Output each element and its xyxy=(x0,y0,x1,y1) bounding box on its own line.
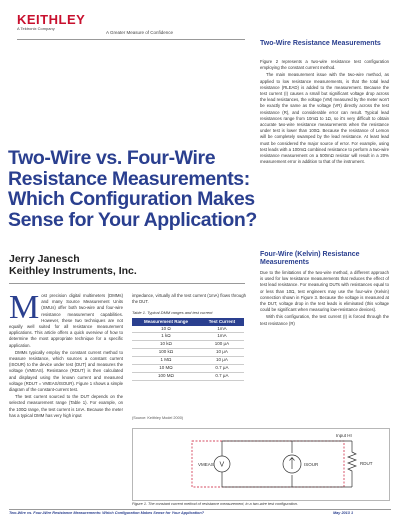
brand-subtitle: A Tektronix Company xyxy=(17,26,55,31)
current-cell: 1mA xyxy=(200,326,244,333)
figure-1-circuit-diagram xyxy=(132,428,390,501)
section-heading-two-wire: Two-Wire Resistance Measurements xyxy=(260,40,381,47)
column-3-section-1 xyxy=(260,59,389,166)
title-line: Which Configuration Makes xyxy=(8,188,255,210)
table-header: Test Current xyxy=(200,318,244,326)
section-heading-four-wire: Four-Wire (Kelvin) Resistance Measurements xyxy=(260,251,360,266)
column-2-intro: impedance, virtually all the test current (1mA) flows through the DUT. xyxy=(132,293,246,305)
slogan: A Greater Measure of Confidence xyxy=(106,30,174,35)
footer-title: Two-Wire vs. Four-Wire Resistance Measurements: Which Configuration Makes Sense for Your Application? xyxy=(9,511,205,515)
current-cell: 100 μA xyxy=(200,341,244,349)
table-row xyxy=(132,357,244,365)
paragraph: Figure 2 represents a two-wire resistance test configuration employing the constant current method. xyxy=(260,59,389,71)
figure-frame xyxy=(133,429,390,501)
paragraph: DMMs typically employ the constant current method to measure resistance, which sources a constant current (ISOUR) to the device under test (DUT) and measures the voltage (VMEAS). Resistance (RDUT) is then calculated and displayed using the known current and measured voltage (RDUT = VMEAS/ISOUR). Figure 1 shows a simple diagram of the constant-current test. xyxy=(9,349,123,393)
range-cell: 100 MΩ xyxy=(132,372,200,380)
author-block xyxy=(9,253,137,277)
author-org: Keithley Instruments, Inc. xyxy=(9,265,137,277)
current-cell: 10 μA xyxy=(200,357,244,365)
column-3-section-2 xyxy=(260,270,389,328)
current-cell: 0.7 μA xyxy=(200,372,244,380)
title-line: Resistance Measurements: xyxy=(8,167,250,190)
author-name: Jerry Janesch xyxy=(9,253,80,265)
table-row xyxy=(132,326,244,333)
brand-logo: KEITHLEY xyxy=(17,12,86,27)
range-cell: 10 Ω xyxy=(132,326,200,333)
rdut-label: RDUT xyxy=(360,461,373,466)
range-cell: 100 kΩ xyxy=(132,349,200,357)
range-cell: 1 kΩ xyxy=(132,333,200,341)
title-line: Two-Wire vs. Four-Wire xyxy=(8,147,216,169)
current-cell: 0.7 μA xyxy=(200,365,244,373)
title-line: Sense for Your Application? xyxy=(8,208,257,231)
paragraph: ost precision digital multimeters (DMMs) and many Source Measurement Units (SMUs) offer both two-wire and four-wire resistance measurement capabilities. However, these two techniques are not equally well suited for all resistance measurement applications. This article offers a quick overview of how to determine the most appropriate technique for a specific application. xyxy=(9,293,123,348)
table-row xyxy=(132,341,244,349)
header-divider xyxy=(17,39,245,40)
table-row xyxy=(132,349,244,357)
table-row xyxy=(132,365,244,373)
current-cell: 1mA xyxy=(200,333,244,341)
table-source: (Source: Keithley Model 2000) xyxy=(132,416,184,420)
paragraph: The main measurement issue with the two-wire method, as applied to low resistance measurements, is that the total lead resistance (RLEAD) is added to the measurement. Because the test current (I) causes a small but significant voltage drop across the lead resistances, the voltage (VM) measured by the meter won't be exactly the same as the voltage (VR) directly across the test resistance (R), and considerable error can result. Typical lead resistances range from 10mΩ to 1Ω, so it's very difficult to obtain accurate two-wire resistance measurements when the resistance under test is lower than 100Ω. Because the resistance of Lemon will be completely swamped by the lead resistance. At least lead must be considered the major source of error. For example, using test leads with a 100mΩ combined resistance to perform a two-wire resistance measurement on a 500mΩ resistor will result in a 20% measurement error in addition to that of the instrument. xyxy=(260,72,389,165)
table-row xyxy=(132,372,244,380)
voltmeter-label: V xyxy=(219,461,225,469)
figure-caption: Figure 1. The constant current method of resistance measurement, in a two-wire test configuration. xyxy=(132,502,298,506)
range-cell: 10 kΩ xyxy=(132,341,200,349)
footer-date-page: May 2013 1 xyxy=(333,511,354,515)
table-header: Measurement Range xyxy=(132,318,200,326)
author-divider xyxy=(9,283,245,284)
paragraph: With this configuration, the test current (I) is forced through the test resistance (R) xyxy=(260,314,389,326)
range-cell: 1 MΩ xyxy=(132,357,200,365)
table-row xyxy=(132,333,244,341)
current-cell: 10 μA xyxy=(200,349,244,357)
footer-divider xyxy=(9,509,391,510)
column-1 xyxy=(9,289,123,420)
input-hi-label: Input HI xyxy=(336,433,352,438)
paragraph: The test current sourced to the DUT depends on the selected measurement range (Table 1). For example, on the 100Ω range, the test current is 1mA. Because the meter has a typical DMM has very high input xyxy=(9,394,123,418)
paragraph: Due to the limitations of the two-wire method, a different approach is used for low resistance measurements that reduces the effect of test lead resistance. For measuring DUTs with resistances equal to or less than 10Ω, test engineers may use the four-wire (Kelvin) connection shown in Figure 3. Because the voltage is measured at the DUT, voltage drop in the test leads is eliminated (this voltage could be significant when measuring low-resistance devices). xyxy=(260,270,389,313)
isour-label: ISOUR xyxy=(304,462,319,467)
article-title xyxy=(8,147,257,231)
table-caption: Table 1. Typical DMM ranges and test current xyxy=(132,310,213,315)
range-table xyxy=(132,318,244,381)
range-cell: 10 MΩ xyxy=(132,365,200,373)
drop-cap: M xyxy=(9,289,40,326)
vmeas-label: VMEAS xyxy=(198,462,214,467)
